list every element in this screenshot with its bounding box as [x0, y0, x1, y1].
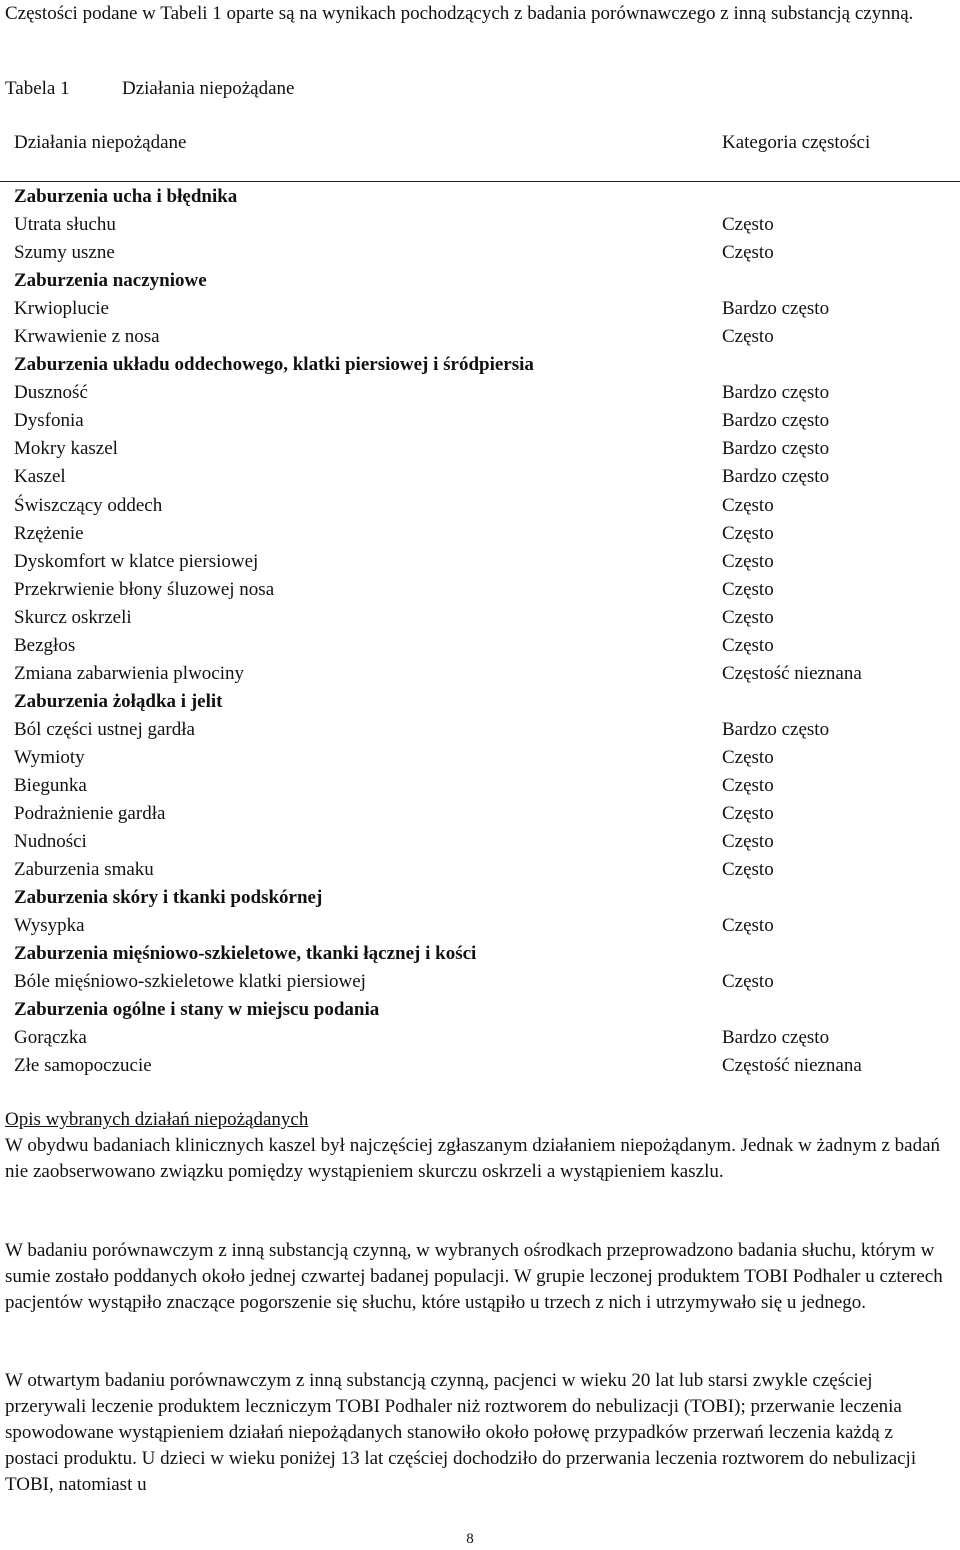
frequency-value: Często	[722, 859, 774, 881]
table-row	[14, 492, 960, 520]
frequency-value: Często	[722, 522, 774, 544]
frequency-value: Często	[722, 550, 774, 572]
table-row	[14, 828, 960, 856]
table-row	[14, 548, 960, 576]
frequency-value: Bardzo często	[722, 1027, 830, 1049]
table-caption-title: Działania niepożądane	[122, 78, 295, 99]
effect-label: Gorączka	[14, 1027, 87, 1049]
effect-label: Bóle mięśniowo-szkieletowe klatki piersiowej	[14, 971, 366, 993]
table-category-row	[14, 183, 960, 211]
effect-label: Ból części ustnej gardła	[14, 718, 195, 740]
table-row	[14, 800, 960, 828]
effect-label: Zmiana zabarwienia plwociny	[14, 662, 245, 684]
section-paragraph-1: W obydwu badaniach klinicznych kaszel był najczęściej zgłaszanym działaniem niepożądanym. Jednak w żadnym z badań nie zaobserwowano związku pomiędzy wystąpieniem skurczu oskrzeli a wystąpieniem kaszlu.	[5, 1135, 941, 1182]
effect-label: Zaburzenia smaku	[14, 859, 154, 881]
frequency-value: Często	[722, 803, 774, 825]
table-category-row	[14, 688, 960, 716]
frequency-value: Bardzo często	[722, 382, 830, 404]
frequency-value: Bardzo często	[722, 438, 830, 460]
effect-label: Wysypka	[14, 915, 85, 937]
category-label: Zaburzenia skóry i tkanki podskórnej	[14, 887, 323, 909]
frequency-value: Częstość nieznana	[722, 662, 862, 684]
page-number: 8	[466, 1531, 474, 1547]
frequency-value: Często	[722, 774, 774, 796]
section-heading: Opis wybranych działań niepożądanych	[5, 1109, 309, 1130]
frequency-value: Często	[722, 634, 774, 656]
category-label: Zaburzenia układu oddechowego, klatki piersiowej i śródpiersia	[14, 354, 534, 376]
table-row	[14, 772, 960, 800]
effect-label: Rzężenie	[14, 522, 84, 544]
table-row	[14, 576, 960, 604]
effect-label: Bezgłos	[14, 634, 76, 656]
effect-label: Świszczący oddech	[14, 494, 163, 516]
effect-label: Dysfonia	[14, 410, 84, 432]
frequency-value: Często	[722, 606, 774, 628]
section-paragraph-3: W otwartym badaniu porównawczym z inną substancją czynną, pacjenci w wieku 20 lat lub starsi zwykle częściej przerywali leczenie produktem leczniczym TOBI Podhaler niż roztworem do nebulizacji (TOBI); przerwanie leczenia spowodowane wystąpieniem działań niepożądanych stanowiło około połowę przypadków przerwań leczenia każdą z postaci produktu. U dzieci w wieku poniżej 13 lat częściej dochodziło do przerwania leczenia roztworem do nebulizacji TOBI, natomiast u	[5, 1370, 917, 1495]
table-row	[14, 323, 960, 351]
table-row	[14, 239, 960, 267]
table-row	[14, 912, 960, 940]
table-row	[14, 632, 960, 660]
effect-label: Mokry kaszel	[14, 438, 118, 460]
intro-paragraph: Częstości podane w Tabeli 1 oparte są na wynikach pochodzących z badania porównawczego z inną substancją czynną.	[5, 3, 914, 24]
table-header	[14, 130, 960, 158]
frequency-value: Często	[722, 326, 774, 348]
category-label: Zaburzenia żołądka i jelit	[14, 690, 223, 712]
table-row	[14, 856, 960, 884]
frequency-value: Często	[722, 214, 774, 236]
table-row	[14, 407, 960, 435]
frequency-value: Często	[722, 578, 774, 600]
effect-label: Duszność	[14, 382, 88, 404]
table-row	[14, 435, 960, 463]
table-caption	[5, 76, 294, 104]
frequency-value: Często	[722, 242, 774, 264]
category-label: Zaburzenia ogólne i stany w miejscu podania	[14, 999, 380, 1021]
effect-label: Szumy uszne	[14, 242, 115, 264]
effect-label: Przekrwienie błony śluzowej nosa	[14, 578, 275, 600]
table-row	[14, 520, 960, 548]
effect-label: Nudności	[14, 831, 87, 853]
table-row	[14, 604, 960, 632]
frequency-value: Często	[722, 831, 774, 853]
category-label: Zaburzenia ucha i błędnika	[14, 186, 238, 207]
effect-label: Podrażnienie gardła	[14, 803, 166, 825]
frequency-value: Często	[722, 494, 774, 516]
table-row	[14, 379, 960, 407]
table-row	[14, 1052, 960, 1080]
table-row	[14, 660, 960, 688]
effect-label: Utrata słuchu	[14, 214, 116, 236]
category-label: Zaburzenia mięśniowo-szkieletowe, tkanki łącznej i kości	[14, 943, 477, 965]
header-effect: Działania niepożądane	[14, 132, 187, 153]
table-caption-number: Tabela 1	[5, 78, 70, 99]
table-row	[14, 1024, 960, 1052]
table-row	[14, 295, 960, 323]
effect-label: Kaszel	[14, 466, 66, 488]
frequency-value: Bardzo często	[722, 466, 830, 488]
header-frequency: Kategoria częstości	[722, 132, 871, 153]
adverse-effects-table	[14, 183, 960, 1081]
table-category-row	[14, 884, 960, 912]
table-category-row	[14, 996, 960, 1024]
table-category-row	[14, 267, 960, 295]
frequency-value: Bardzo często	[722, 298, 830, 320]
category-label: Zaburzenia naczyniowe	[14, 270, 207, 292]
table-row	[14, 716, 960, 744]
effect-label: Krwioplucie	[14, 298, 109, 320]
effect-label: Krwawienie z nosa	[14, 326, 160, 348]
section-paragraph-2: W badaniu porównawczym z inną substancją czynną, w wybranych ośrodkach przeprowadzono badania słuchu, którym w sumie zostało poddanych około jednej czwartej badanej populacji. W grupie leczonej produktem TOBI Podhaler u czterech pacjentów wystąpiło znaczące pogorszenie się słuchu, które ustąpiło u trzech z nich i utrzymywało się u jednego.	[5, 1240, 943, 1313]
table-row	[14, 968, 960, 996]
frequency-value: Często	[722, 971, 774, 993]
effect-label: Złe samopoczucie	[14, 1055, 152, 1077]
frequency-value: Często	[722, 915, 774, 937]
table-category-row	[14, 351, 960, 379]
frequency-value: Często	[722, 746, 774, 768]
frequency-value: Bardzo często	[722, 410, 830, 432]
selected-effects-section	[5, 1107, 950, 1185]
effect-label: Wymioty	[14, 746, 85, 768]
table-row	[14, 744, 960, 772]
table-category-row	[14, 940, 960, 968]
table-row	[14, 463, 960, 491]
effect-label: Biegunka	[14, 774, 87, 796]
frequency-value: Częstość nieznana	[722, 1055, 862, 1077]
effect-label: Dyskomfort w klatce piersiowej	[14, 550, 259, 572]
table-row	[14, 211, 960, 239]
table-header-rule	[0, 181, 960, 182]
effect-label: Skurcz oskrzeli	[14, 606, 132, 628]
frequency-value: Bardzo często	[722, 718, 830, 740]
